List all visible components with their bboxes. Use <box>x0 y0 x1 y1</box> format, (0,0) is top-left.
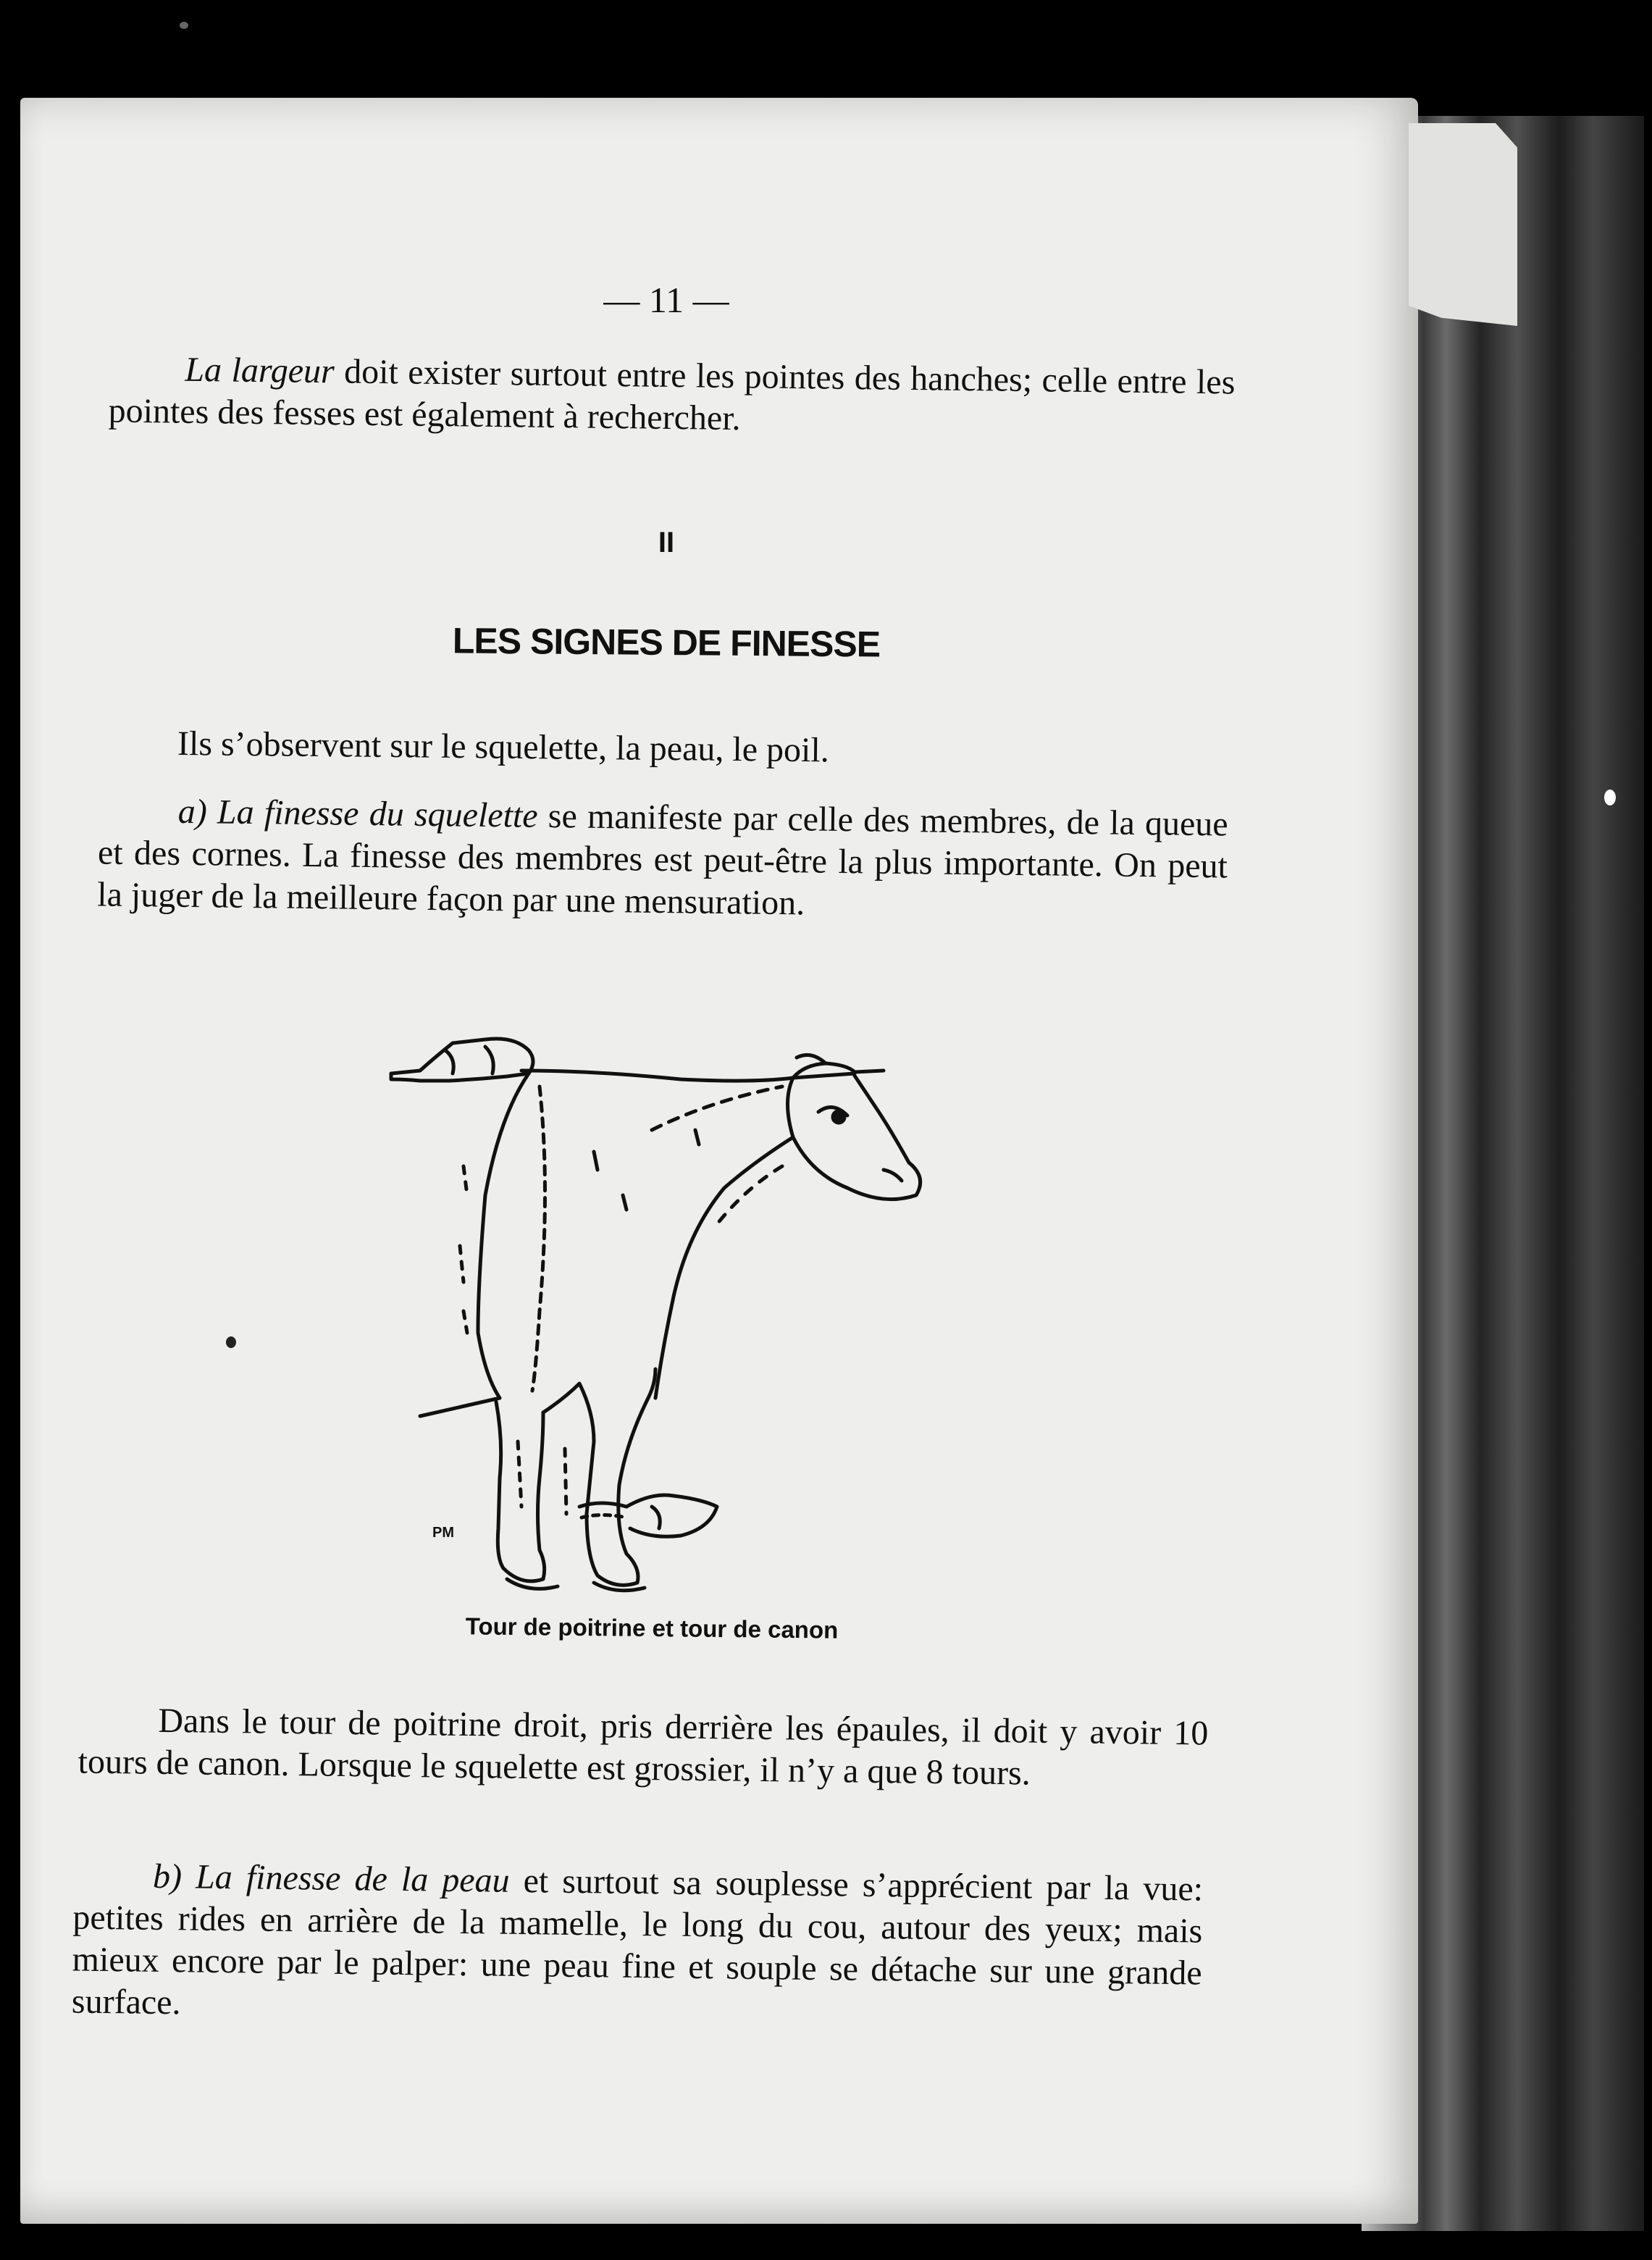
paragraph-text: Ils s’observent sur le squelette, la peau, le poil. <box>177 724 830 770</box>
paragraph-text: et surtout sa souplesse s’apprécient par la vue: petites rides en arrière de la mamelle, le long du cou, autour des yeux; mais mieux encore par le palper: une peau fine et souple se détache sur une grande surface. <box>71 1862 1204 2022</box>
illustrator-signature: PM <box>432 1525 454 1541</box>
paragraph-lead-italic: b) La finesse de la peau <box>152 1857 510 1900</box>
paragraph-text: se manifeste par celle des membres, de la queue et des cornes. La finesse des membres est peut-être la plus importante. On peut la juger de la meilleure façon par une mensuration. <box>97 797 1228 923</box>
page-number: — 11 — <box>603 280 729 320</box>
paragraph-text: Dans le tour de poitrine droit, pris derrière les épaules, il doit y avoir 10 tours de canon. Lorsque le squelette est grossier, il n’y a que 8 tours. <box>77 1701 1209 1793</box>
figure-caption: Tour de poitrine et tour de canon <box>465 1612 839 1644</box>
section-number: II <box>658 527 675 558</box>
ink-speck <box>1604 790 1616 805</box>
paragraph-finesse-peau <box>72 1854 1204 2036</box>
paragraph-text: doit exister surtout entre les pointes des hanches; celle entre les pointes des fesses est également à rechercher. <box>108 352 1236 438</box>
ink-speck <box>226 1336 236 1348</box>
page-corner-tab <box>1409 123 1517 326</box>
paragraph-finesse-squelette <box>97 790 1228 929</box>
cow-measurement-illustration <box>377 1007 956 1623</box>
section-title: LES SIGNES DE FINESSE <box>452 620 881 665</box>
paragraph-lead-italic: a) La finesse du squelette <box>177 792 538 835</box>
paragraph-largeur <box>108 348 1235 446</box>
paragraph-tour-poitrine <box>77 1699 1208 1796</box>
paragraph-lead-italic: La largeur <box>185 350 335 391</box>
ink-speck <box>180 22 188 29</box>
